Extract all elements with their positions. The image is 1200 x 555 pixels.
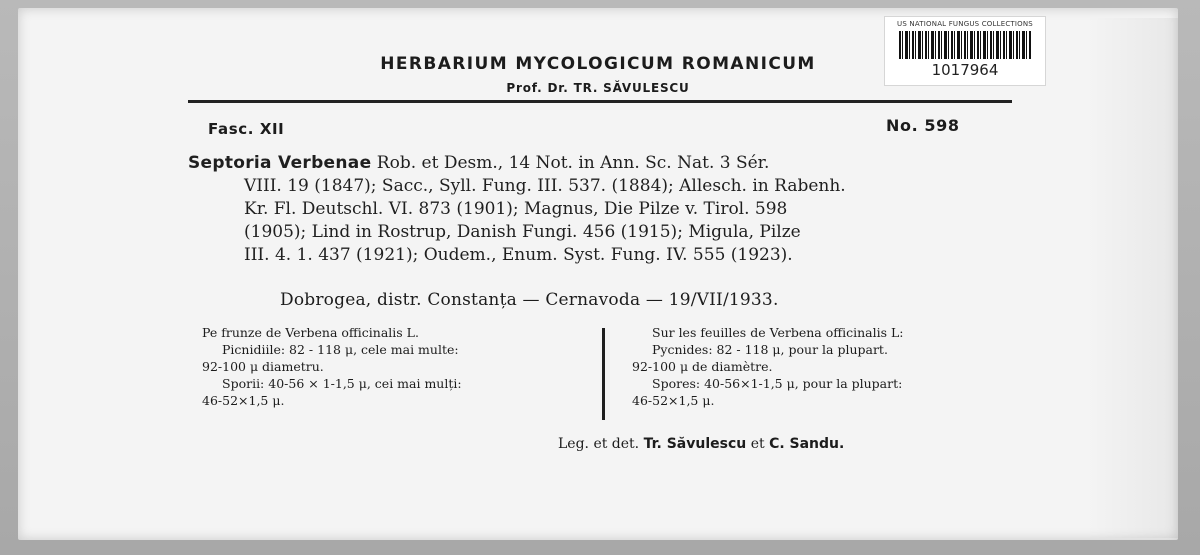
fascicle-label: Fasc. XII [208, 120, 285, 138]
locality-line: Dobrogea, distr. Constanța — Cernavoda — 19/VII/1933. [280, 290, 779, 310]
citation-line: Kr. Fl. Deutschl. VI. 873 (1901); Magnus, Die Pilze v. Tirol. 598 [244, 199, 788, 219]
citation-line: III. 4. 1. 437 (1921); Oudem., Enum. Syst. Fung. IV. 555 (1923). [244, 245, 793, 265]
species-name: Septoria Verbenae [188, 153, 372, 173]
collector-prefix: Leg. et det. [558, 436, 640, 452]
collector-name-1: Tr. Săvulescu [643, 436, 747, 452]
barcode-sticker [884, 16, 1046, 86]
description-line: Picnidiile: 82 - 118 μ, cele mai multe: [222, 342, 459, 357]
collector-line [558, 436, 844, 452]
label-content [18, 8, 1178, 540]
description-romanian [202, 324, 592, 409]
description-line: 92-100 μ de diamètre. [632, 359, 773, 374]
herbarium-label-card [18, 8, 1178, 540]
specimen-number: No. 598 [886, 116, 960, 135]
herbarium-subtitle: Prof. Dr. TR. SĂVULESCU [506, 81, 690, 95]
description-line: Pycnides: 82 - 118 μ, pour la plupart. [652, 342, 888, 357]
collector-conjunction: et [750, 436, 765, 452]
barcode-caption: US NATIONAL FUNGUS COLLECTIONS [897, 20, 1033, 28]
herbarium-title: HERBARIUM MYCOLOGICUM ROMANICUM [380, 54, 816, 74]
header-rule [188, 100, 1012, 103]
description-line: 92-100 μ diametru. [202, 359, 324, 374]
barcode-number: 1017964 [931, 61, 999, 79]
description-line: Sur les feuilles de Verbena officinalis L: [652, 325, 904, 340]
citation-block [188, 152, 1008, 267]
citation-line: VIII. 19 (1847); Sacc., Syll. Fung. III. 537. (1884); Allesch. in Rabenh. [244, 176, 846, 196]
citation-text: Rob. et Desm., 14 Not. in Ann. Sc. Nat. 3 Sér. [371, 153, 770, 173]
description-line: Pe frunze de Verbena officinalis L. [202, 325, 419, 340]
citation-line: (1905); Lind in Rostrup, Danish Fungi. 456 (1915); Migula, Pilze [244, 222, 801, 242]
collector-name-2: C. Sandu. [769, 436, 845, 452]
description-line: Spores: 40-56×1-1,5 μ, pour la plupart: [652, 376, 903, 391]
description-line: 46-52×1,5 μ. [632, 393, 715, 408]
citation-line [188, 152, 1008, 175]
column-divider [602, 328, 605, 420]
description-line: 46-52×1,5 μ. [202, 393, 285, 408]
description-line: Sporii: 40-56 × 1-1,5 μ, cei mai mulți: [222, 376, 462, 391]
description-french [632, 324, 1032, 409]
